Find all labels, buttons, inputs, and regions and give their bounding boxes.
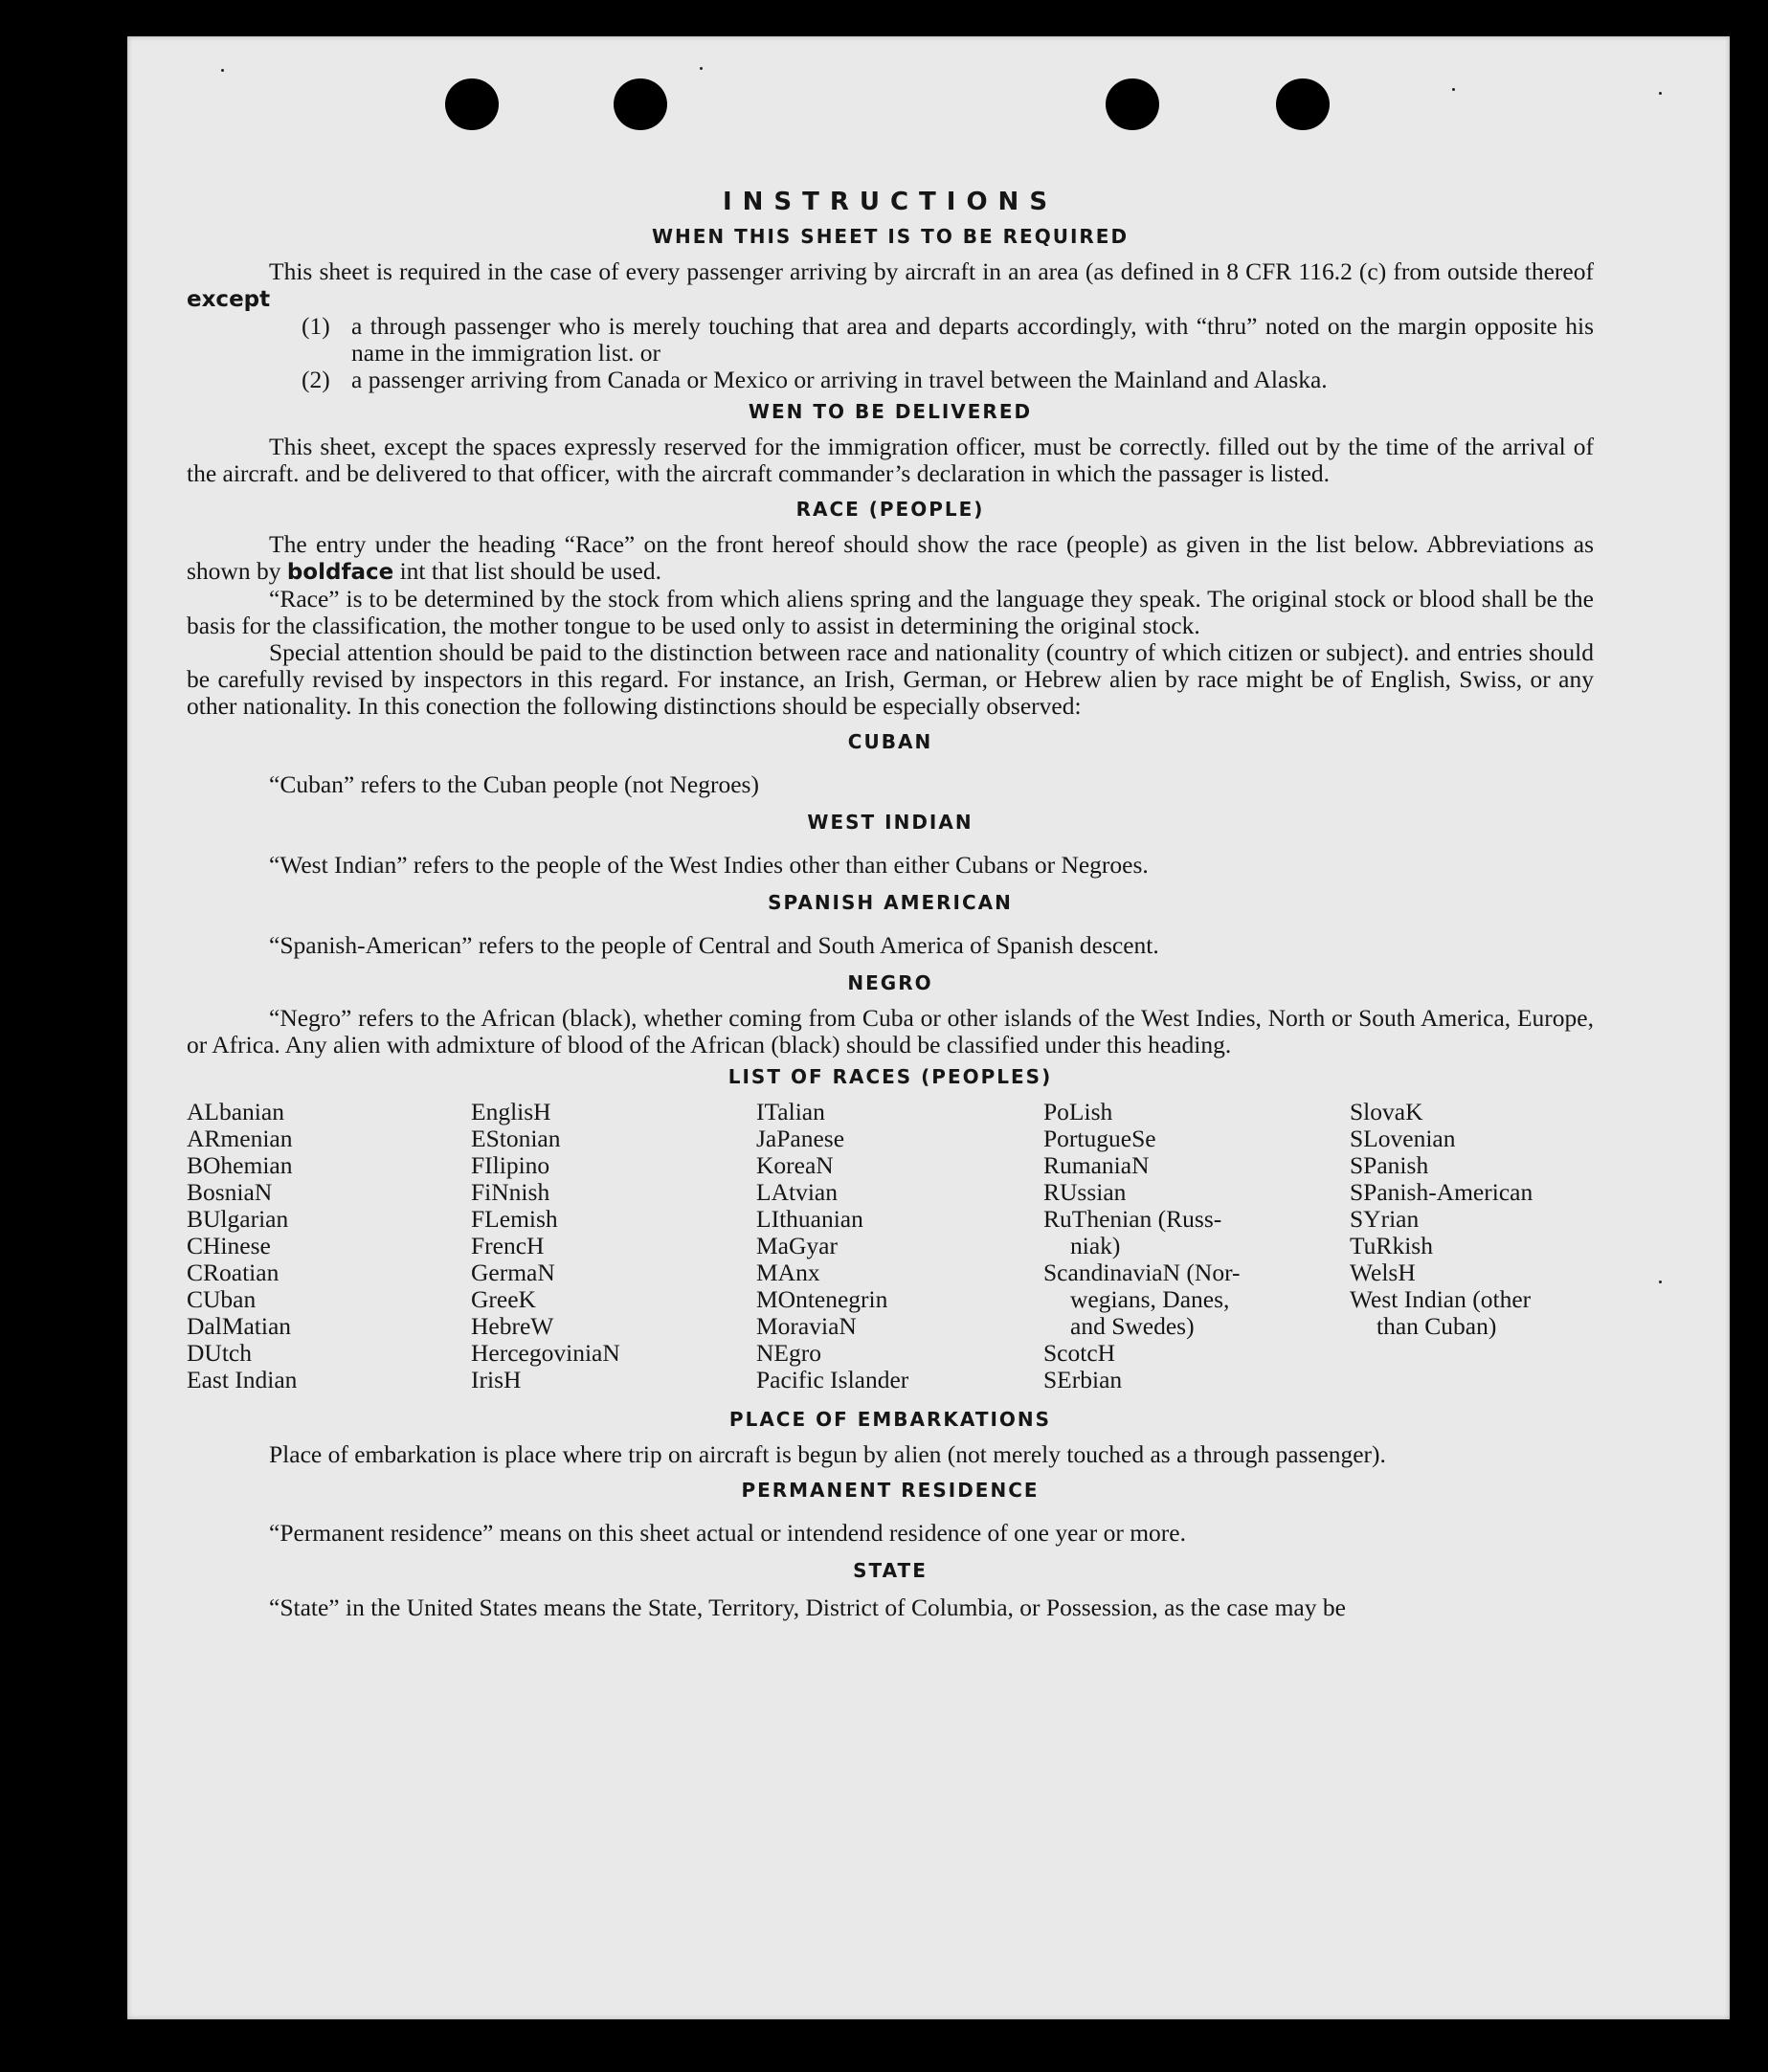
section-heading-required: WHEN THIS SHEET IS TO BE REQUIRED xyxy=(651,225,1130,248)
list-item: IrisH xyxy=(471,1366,522,1393)
list-item: HercegoviniaN xyxy=(471,1339,620,1367)
list-item: WelsH xyxy=(1350,1259,1416,1286)
list-item: niak) xyxy=(1070,1232,1121,1259)
list-item: DalMatian xyxy=(187,1312,292,1340)
embarkation-text: Place of embarkation is place where trip on aircraft is begun by alien (not merely touched as a through passenger). xyxy=(269,1440,1386,1468)
west-indian-text: “West Indian” refers to the people of the West Indies other than either Cubans or Negroes. xyxy=(269,851,1149,879)
section-heading-race: RACE (PEOPLE) xyxy=(795,498,985,521)
section-heading-negro: NEGRO xyxy=(847,971,933,994)
list-item: SPanish-American xyxy=(1350,1178,1533,1206)
spanish-american-text: “Spanish-American” refers to the people of Central and South America of Spanish descent. xyxy=(269,931,1159,959)
list-item: TuRkish xyxy=(1350,1232,1433,1259)
list-item: HebreW xyxy=(471,1312,554,1340)
exception-item: (2) a passenger arriving from Canada or Mexico or arriving in travel between the Mainland and Alaska. xyxy=(302,366,1328,393)
list-item: LIthuanian xyxy=(756,1205,863,1233)
punch-hole xyxy=(445,78,499,130)
list-item: JaPanese xyxy=(756,1125,845,1152)
list-item: BOhemian xyxy=(187,1151,293,1179)
section-heading-list: LIST OF RACES (PEOPLES) xyxy=(727,1065,1053,1088)
list-item: PoLish xyxy=(1043,1098,1113,1125)
list-item: PortugueSe xyxy=(1043,1125,1156,1152)
list-item: KoreaN xyxy=(756,1151,834,1179)
section-heading-west-indian: WEST INDIAN xyxy=(807,811,974,834)
instructions-content xyxy=(187,186,1594,1621)
list-item: FrencH xyxy=(471,1232,545,1259)
list-item: CUban xyxy=(187,1285,257,1313)
list-item: ITalian xyxy=(756,1098,825,1125)
speck xyxy=(1659,1281,1662,1283)
list-item: EnglisH xyxy=(471,1098,551,1125)
list-item: RUssian xyxy=(1043,1178,1127,1206)
punch-hole xyxy=(1276,78,1330,130)
section-heading-state: STATE xyxy=(853,1559,928,1582)
section-heading-cuban: CUBAN xyxy=(847,730,933,753)
list-item: RuThenian (Russ- xyxy=(1043,1205,1222,1233)
list-item: DUtch xyxy=(187,1339,252,1367)
list-item: NEgro xyxy=(756,1339,821,1367)
section-heading-residence: PERMANENT RESIDENCE xyxy=(741,1479,1040,1502)
list-item: CRoatian xyxy=(187,1259,280,1286)
races-list xyxy=(187,1099,1594,1393)
state-text: “State” in the United States means the State, Territory, District of Columbia, or Possession, as the case may be xyxy=(269,1593,1346,1621)
list-item: MOntenegrin xyxy=(756,1285,888,1313)
residence-text: “Permanent residence” means on this sheet actual or intendend residence of one year or more. xyxy=(269,1519,1186,1547)
list-item: West Indian (other xyxy=(1350,1285,1532,1313)
document-page xyxy=(127,36,1730,2019)
list-item: East Indian xyxy=(187,1366,298,1393)
list-item: ScandinaviaN (Nor- xyxy=(1043,1259,1241,1286)
list-item: MaGyar xyxy=(756,1232,838,1259)
list-item: SErbian xyxy=(1043,1366,1123,1393)
list-item: than Cuban) xyxy=(1376,1312,1497,1340)
list-item: GreeK xyxy=(471,1285,536,1313)
list-item: SLovenian xyxy=(1350,1125,1456,1152)
speck xyxy=(221,69,224,72)
speck xyxy=(1452,88,1455,91)
list-item: BUlgarian xyxy=(187,1205,289,1233)
races-column-2 xyxy=(471,1099,756,1393)
speck xyxy=(700,67,703,70)
list-item: MAnx xyxy=(756,1259,820,1286)
negro-text: “Negro” refers to the African (black), whether coming from Cuba or other islands of the West Indies, North or South America, Europe, or Africa. Any alien with admixture of blood of the African (black) should be classified under this heading. xyxy=(187,1004,1594,1058)
races-column-1 xyxy=(187,1099,471,1393)
cuban-text: “Cuban” refers to the Cuban people (not Negroes) xyxy=(269,770,759,798)
races-column-5 xyxy=(1350,1099,1594,1393)
required-intro: This sheet is required in the case of every passenger arriving by aircraft in an area (as defined in 8 CFR 116.2 (c) from outside thereof except xyxy=(187,257,1594,312)
race-paragraph-3: Special attention should be paid to the distinction between race and nationality (country of which citizen or subject). and entries should be carefully revised by inspectors in this regard. For instance, an Irish, German, or Hebrew alien by race might be of English, Swiss, or any other nationality. In this conection the following distinctions should be especially observed: xyxy=(187,638,1594,720)
list-item: CHinese xyxy=(187,1232,271,1259)
section-heading-spanish-american: SPANISH AMERICAN xyxy=(768,891,1013,914)
list-item: FiNnish xyxy=(471,1178,550,1206)
list-item: GermaN xyxy=(471,1259,555,1286)
list-item: FIlipino xyxy=(471,1151,550,1179)
page-title: INSTRUCTIONS xyxy=(722,188,1059,216)
delivered-text: This sheet, except the spaces expressly reserved for the immigration officer, must be correctly. filled out by the time of the arrival of the aircraft. and be delivered to that officer, with the aircraft commander’s declaration in which the passager is listed. xyxy=(187,433,1594,487)
list-item: SPanish xyxy=(1350,1151,1429,1179)
race-paragraph-2: “Race” is to be determined by the stock from which aliens spring and the language they speak. The original stock or blood shall be the basis for the classification, the mother tongue to be used only to assist in determining the original stock. xyxy=(187,585,1594,639)
race-paragraph-1: The entry under the heading “Race” on the front hereof should show the race (people) as given in the list below. Abbreviations as shown by boldface int that list should be used. xyxy=(187,530,1594,585)
list-item: EStonian xyxy=(471,1125,561,1152)
list-item: ALbanian xyxy=(187,1098,284,1125)
speck xyxy=(1659,92,1662,95)
list-item: LAtvian xyxy=(756,1178,838,1206)
races-column-4 xyxy=(1043,1099,1350,1393)
punch-hole xyxy=(614,78,667,130)
list-item: MoraviaN xyxy=(756,1312,857,1340)
list-item: SYrian xyxy=(1350,1205,1420,1233)
section-heading-delivered: WEN TO BE DELIVERED xyxy=(748,400,1033,423)
races-column-3 xyxy=(756,1099,1043,1393)
list-item: ARmenian xyxy=(187,1125,293,1152)
exception-item: (1) a through passenger who is merely touching that area and departs accordingly, with “thru” noted on the margin opposite his name in the immigration list. or xyxy=(302,312,1594,367)
list-item: RumaniaN xyxy=(1043,1151,1150,1179)
punch-hole xyxy=(1106,78,1159,130)
section-heading-embarkation: PLACE OF EMBARKATIONS xyxy=(728,1408,1052,1431)
list-item: Pacific Islander xyxy=(756,1366,909,1393)
list-item: FLemish xyxy=(471,1205,558,1233)
list-item: SlovaK xyxy=(1350,1098,1423,1125)
list-item: ScotcH xyxy=(1043,1339,1116,1367)
list-item: BosniaN xyxy=(187,1178,273,1206)
list-item: and Swedes) xyxy=(1070,1312,1195,1340)
list-item: wegians, Danes, xyxy=(1070,1285,1230,1313)
